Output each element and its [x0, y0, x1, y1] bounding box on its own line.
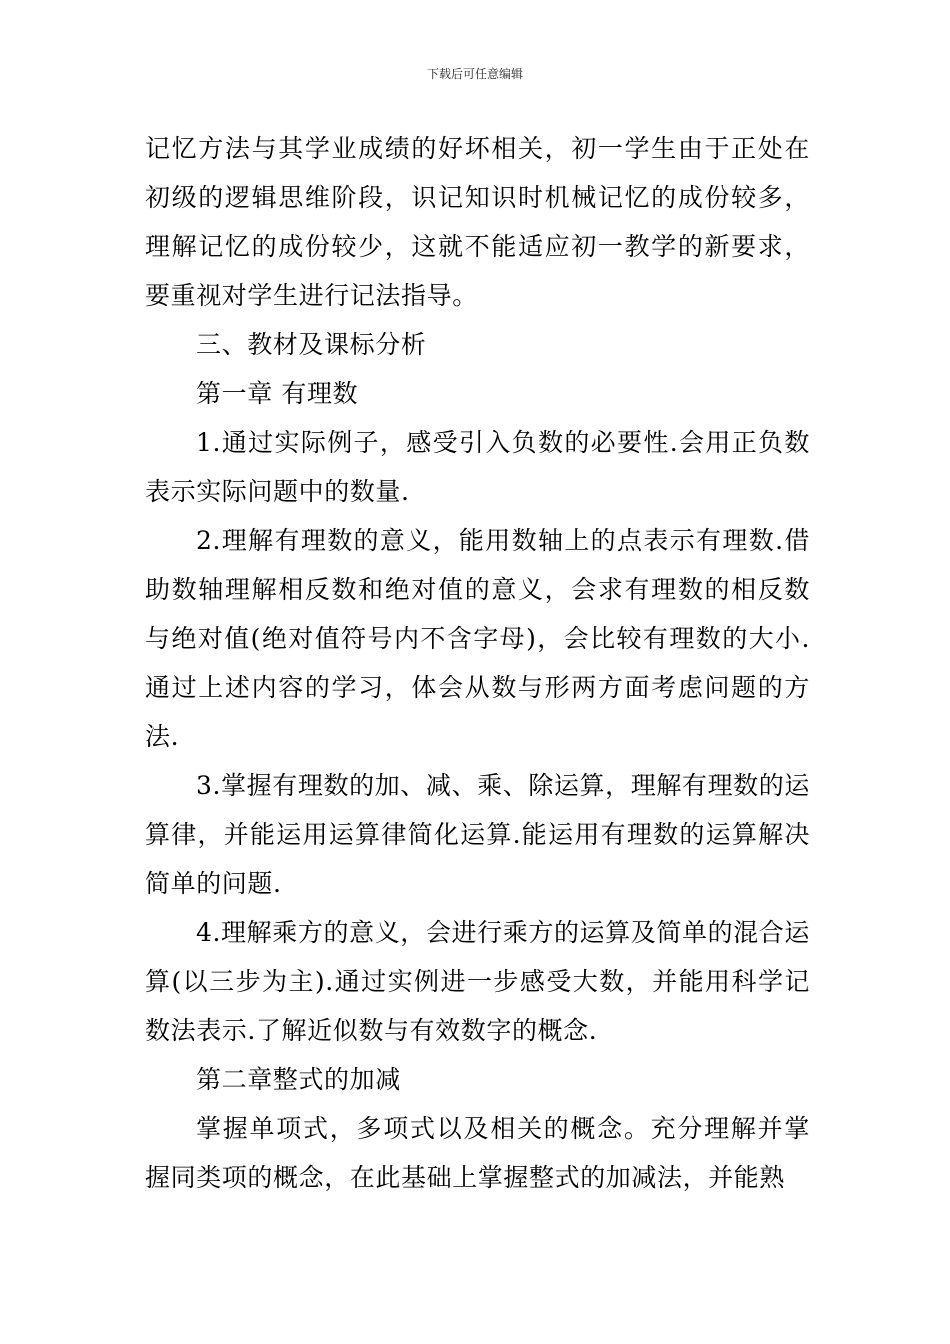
paragraph-polynomials: 掌握单项式，多项式以及相关的概念。充分理解并掌握同类项的概念，在此基础上掌握整式的加减法，并能熟 — [145, 1114, 810, 1192]
chapter-heading-rational-numbers: 第一章 有理数 — [196, 379, 359, 408]
page-header: 下载后可任意编辑 — [426, 67, 523, 81]
list-item-2: 2.理解有理数的意义，能用数轴上的点表示有理数.借助数轴理解相反数和绝对值的意义，会求有理数的相反数与绝对值(绝对值符号内不含字母)，会比较有理数的大小.通过上述内容的学习，体会从数与形两方面考虑问题的方法. — [145, 526, 810, 751]
section-heading-textbook-analysis: 三、教材及课标分析 — [196, 330, 427, 359]
list-item-1: 1.通过实际例子，感受引入负数的必要性.会用正负数表示实际问题中的数量. — [145, 428, 810, 506]
chapter-heading-polynomials: 第二章整式的加减 — [196, 1065, 401, 1094]
list-item-4: 4.理解乘方的意义，会进行乘方的运算及简单的混合运算(以三步为主).通过实例进一步感受大数，并能用科学记数法表示.了解近似数与有效数字的概念. — [145, 918, 810, 1045]
list-item-3: 3.掌握有理数的加、减、乘、除运算，理解有理数的运算律，并能运用运算律简化运算.能运用有理数的运算解决简单的问题. — [145, 771, 810, 898]
paragraph-memory-methods: 记忆方法与其学业成绩的好坏相关，初一学生由于正处在初级的逻辑思维阶段，识记知识时机械记忆的成份较多，理解记忆的成份较少，这就不能适应初一教学的新要求，要重视对学生进行记法指导。 — [145, 134, 810, 310]
document-body — [145, 124, 810, 1202]
